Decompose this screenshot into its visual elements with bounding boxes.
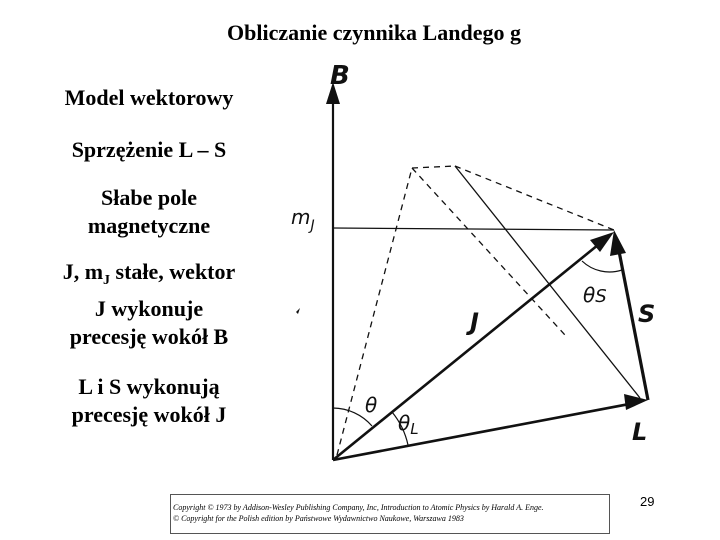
precession-line1-post: stałe, wektor xyxy=(110,259,236,284)
label-theta-l-sub: L xyxy=(410,420,419,438)
l-vector xyxy=(333,402,640,460)
cone-dashed-top xyxy=(412,166,455,168)
j-vector xyxy=(333,236,609,460)
weak-field-line2: magnetyczne xyxy=(87,213,211,238)
weak-field-line1: Słabe pole xyxy=(101,185,197,210)
slide-title: Obliczanie czynnika Landego g xyxy=(227,20,521,45)
label-mj xyxy=(291,205,315,234)
label-l: L xyxy=(632,418,648,446)
label-b: B xyxy=(330,61,350,91)
precession-line3: precesję wokół B xyxy=(69,324,229,349)
ls-line2: precesję wokół J xyxy=(71,402,227,427)
cone-dashed-upper xyxy=(455,166,614,230)
stray-mark xyxy=(296,308,300,314)
precession-line1-sub: J xyxy=(103,273,111,288)
label-j: J xyxy=(470,308,479,336)
label-mj-main: m xyxy=(291,205,311,229)
mj-projection-line xyxy=(333,228,614,230)
l-vector-arrowhead xyxy=(624,394,648,410)
label-theta-s xyxy=(583,283,607,307)
l-cone-line xyxy=(455,166,640,398)
precession-line1-pre: J, m xyxy=(62,259,104,284)
page-number: 29 xyxy=(640,494,655,509)
label-mj-sub: J xyxy=(310,218,315,234)
l-cone-line-inner xyxy=(412,168,565,335)
label-theta-s-main: θ xyxy=(583,283,596,307)
precession-line2: J wykonuje xyxy=(94,296,204,321)
copyright-line1: Copyright © 1973 by Addison-Wesley Publishing Company, Inc, Introduction to Atomic Physics by Harald A. Enge. xyxy=(173,503,544,512)
theta-s-arc xyxy=(582,261,622,272)
ls-line1: L i S wykonują xyxy=(78,374,220,399)
label-theta: θ xyxy=(365,393,378,417)
label-s: S xyxy=(638,300,656,328)
copyright-box xyxy=(170,494,610,534)
label-theta-l-main: θ xyxy=(398,411,411,435)
sidebar-item-coupling-text: Sprzężenie L – S xyxy=(71,137,227,162)
label-theta-s-sub: S xyxy=(595,286,607,307)
copyright-line2: © Copyright for the Polish edition by Państwowe Wydawnictwo Naukowe, Warszawa 1983 xyxy=(173,514,464,523)
label-theta-l xyxy=(398,411,419,438)
sidebar-item-model-text: Model wektorowy xyxy=(64,85,234,110)
